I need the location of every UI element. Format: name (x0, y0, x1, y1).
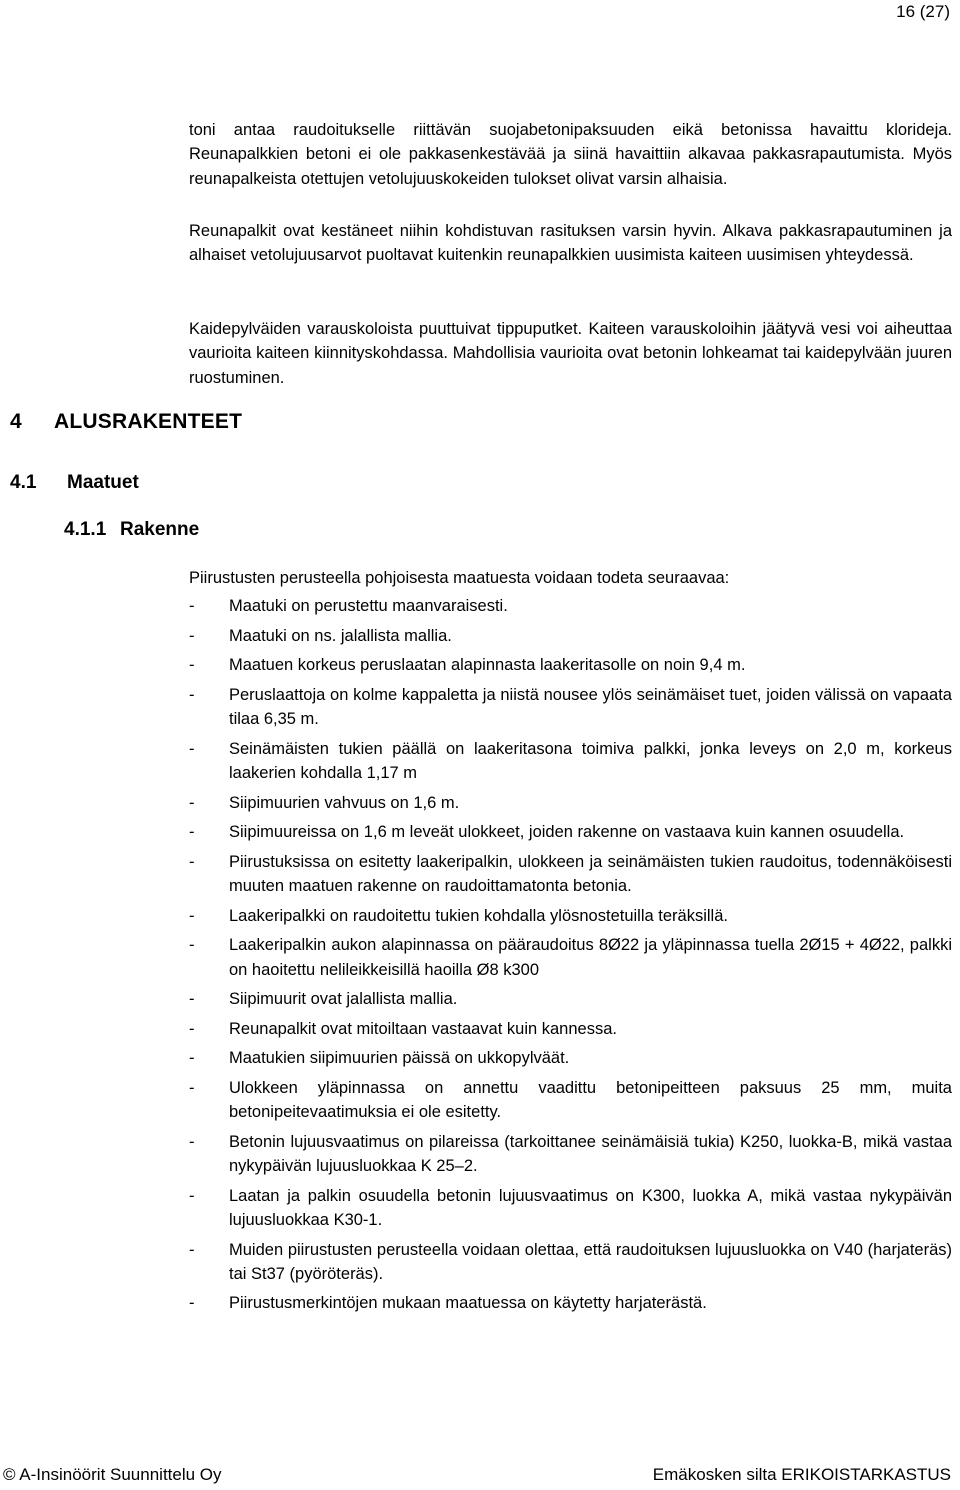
list-dash: - (189, 656, 195, 675)
list-item-text: Maatukien siipimuurien päissä on ukkopylväät. (229, 1049, 570, 1068)
list-item-text: Siipimuurit ovat jalallista mallia. (229, 990, 458, 1009)
list-item-text: Siipimuurien vahvuus on 1,6 m. (229, 793, 460, 812)
list-item (189, 850, 952, 899)
list-dash: - (189, 823, 195, 842)
list-item-text: Betonin lujuusvaatimus on pilareissa (tarkoittanee seinämäisiä tukia) K250, luokka-B, mikä vastaa nykypäivän lujuusluokkaa K 25–2. (229, 1132, 952, 1176)
list-dash: - (189, 936, 195, 955)
list-item (189, 987, 952, 1011)
list-dash: - (189, 1294, 195, 1313)
list-item-text: Laatan ja palkin osuudella betonin lujuusvaatimus on K300, luokka A, mikä vastaa nykypäivän lujuusluokkaa K30-1. (229, 1186, 952, 1229)
list-dash: - (189, 852, 195, 871)
heading-section-4-1-title: Maatuet (67, 472, 139, 493)
list-item-text: Reunapalkit ovat mitoiltaan vastaavat kuin kannessa. (229, 1019, 617, 1038)
list-item-text: Seinämäisten tukien päällä on laakeritasona toimiva palkki, jonka leveys on 2,0 m, korkeus laakerien kohdalla 1,17 m (229, 739, 952, 782)
list-item (189, 1130, 952, 1179)
list-item-text: Piirustusmerkintöjen mukaan maatuessa on käytetty harjaterästä. (229, 1294, 707, 1313)
list-item-text: Laakeripalkki on raudoitettu tukien kohdalla ylösnostetuilla teräksillä. (229, 906, 728, 925)
list-item (189, 737, 952, 786)
list-item-text: Laakeripalkin aukon alapinnassa on pääraudoitus 8Ø22 ja yläpinnassa tuella 2Ø15 + 4Ø22, palkki on haoitettu nelileikkeisillä haoilla Ø8 k300 (229, 936, 952, 979)
heading-section-4-number: 4 (10, 410, 22, 433)
list-dash: - (189, 1049, 195, 1068)
list-item-text: Muiden piirustusten perusteella voidaan olettaa, että raudoituksen lujuusluokka on V40 (harjateräs) tai St37 (pyöröteräs). (229, 1240, 952, 1283)
list-dash: - (189, 1019, 195, 1038)
paragraph-edge-beams: Reunapalkit ovat kestäneet niihin kohdistuvan rasituksen varsin hyvin. Alkava pakkasrapautuminen ja alhaiset vetolujuusarvot puoltavat kuitenkin reunapalkkien uusimista kaiteen uusimisen yhteydessä. (189, 222, 952, 265)
heading-section-4-1-number: 4.1 (10, 472, 37, 493)
paragraph-abutment-intro: Piirustusten perusteella pohjoisesta maatuesta voidaan todeta seuraavaa: (189, 569, 730, 587)
list-item-text: Ulokkeen yläpinnassa on annettu vaadittu betonipeitteen paksuus 25 mm, muita betonipeitevaatimuksia ei ole esitetty. (229, 1078, 952, 1122)
list-item (189, 904, 952, 928)
list-item-text: Piirustuksissa on esitetty laakeripalkin, ulokkeen ja seinämäisten tukien raudoitus, todennäköisesti muuten maatuen rakenne on raudoittamatonta betonia. (229, 852, 952, 896)
list-item (189, 791, 952, 815)
heading-section-4-1-1-number: 4.1.1 (64, 519, 107, 540)
list-dash: - (189, 906, 195, 925)
list-item (189, 820, 952, 844)
list-item-text: Siipimuureissa on 1,6 m leveät ulokkeet, joiden rakenne on vastaava kuin kannen osuudella. (229, 823, 905, 842)
list-item (189, 1238, 952, 1287)
list-item (189, 624, 952, 648)
list-dash: - (189, 626, 195, 645)
list-dash: - (189, 1132, 195, 1151)
list-dash: - (189, 597, 195, 615)
footer-company: © A-Insinöörit Suunnittelu Oy (3, 1465, 222, 1484)
paragraph-reinforcement-condition: toni antaa raudoitukselle riittävän suojabetonipaksuuden eikä betonissa havaittu klorideja. Reunapalkkien betoni ei ole pakkasenkestävää ja siinä havaittiin alkavaa pakkasrapautumista. Myös reunapalkeista otettujen vetolujuuskokeiden tulokset olivat varsin alhaisia. (189, 121, 952, 188)
list-item (189, 594, 952, 618)
heading-section-4-1 (10, 472, 139, 494)
list-item (189, 1291, 952, 1315)
list-item-text: Maatuen korkeus peruslaatan alapinnasta laakeritasolle on noin 9,4 m. (229, 656, 746, 675)
footer-document-title: Emäkosken silta ERIKOISTARKASTUS (652, 1465, 951, 1484)
list-item (189, 1017, 952, 1041)
list-dash: - (189, 685, 195, 704)
list-dash: - (189, 793, 195, 812)
list-item (189, 1076, 952, 1125)
heading-section-4-title: ALUSRAKENTEET (54, 410, 243, 433)
list-item (189, 683, 952, 732)
page-number: 16 (27) (896, 2, 950, 21)
list-item (189, 653, 952, 677)
list-dash: - (189, 1186, 195, 1205)
heading-section-4-1-1-title: Rakenne (120, 519, 200, 540)
heading-section-4 (10, 410, 242, 434)
list-dash: - (189, 1078, 195, 1097)
paragraph-railing-posts: Kaidepylväiden varauskoloista puuttuivat tippuputket. Kaiteen varauskoloihin jäätyvä vesi voi aiheuttaa vaurioita kaiteen kiinnityskohdassa. Mahdollisia vaurioita ovat betonin lohkeamat tai kaidepylvään juuren ruostuminen. (189, 320, 952, 387)
list-item-text: Peruslaattoja on kolme kappaletta ja niistä nousee ylös seinämäiset tuet, joiden välissä on vapaata tilaa 6,35 m. (229, 685, 952, 729)
list-dash: - (189, 739, 195, 758)
list-item (189, 1046, 952, 1070)
heading-section-4-1-1 (64, 519, 199, 541)
abutment-facts-list (189, 594, 952, 1321)
list-item (189, 933, 952, 982)
list-dash: - (189, 990, 195, 1009)
list-item-text: Maatuki on ns. jalallista mallia. (229, 626, 452, 645)
list-item (189, 1184, 952, 1233)
list-dash: - (189, 1240, 195, 1259)
list-item-text: Maatuki on perustettu maanvaraisesti. (229, 597, 508, 615)
